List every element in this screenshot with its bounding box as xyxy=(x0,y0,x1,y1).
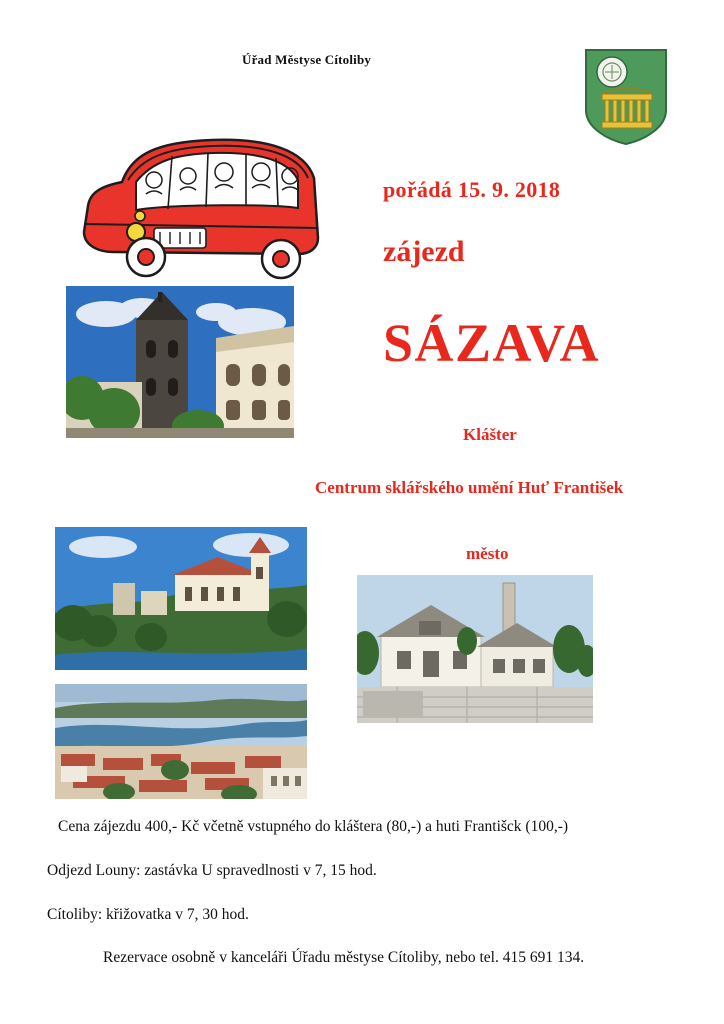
itinerary-item-1: Klášter xyxy=(463,425,517,444)
departure-line: Odjezd Louny: zastávka U spravedlnosti v 7, 15 hod. xyxy=(47,862,377,879)
photo-hut xyxy=(357,575,593,723)
photo-tower xyxy=(66,286,294,438)
itinerary-item-2: Centrum sklářského umění Huť František xyxy=(315,478,624,497)
destination-title: SÁZAVA xyxy=(383,313,601,373)
trip-date: pořádá 15. 9. 2018 xyxy=(383,177,561,202)
booking-line: Rezervace osobně v kanceláři Úřadu městyse Cítoliby, nebo tel. 415 691 134. xyxy=(103,949,585,966)
price-line: Cena zájezdu 400,- Kč včetně vstupného do kláštera (80,-) a huti Františck (100,-) xyxy=(58,818,569,835)
photo-castle xyxy=(55,527,307,670)
trip-word: zájezd xyxy=(383,235,465,268)
red-bus-with-passengers-icon xyxy=(62,120,327,285)
coat-of-arms-icon xyxy=(584,48,668,146)
citoliby-stop-line: Cítoliby: křižovatka v 7, 30 hod. xyxy=(47,906,249,923)
itinerary-item-3: město xyxy=(466,544,509,563)
issuing-office-label: Úřad Městyse Cítoliby xyxy=(242,52,372,67)
photo-town xyxy=(55,684,307,799)
